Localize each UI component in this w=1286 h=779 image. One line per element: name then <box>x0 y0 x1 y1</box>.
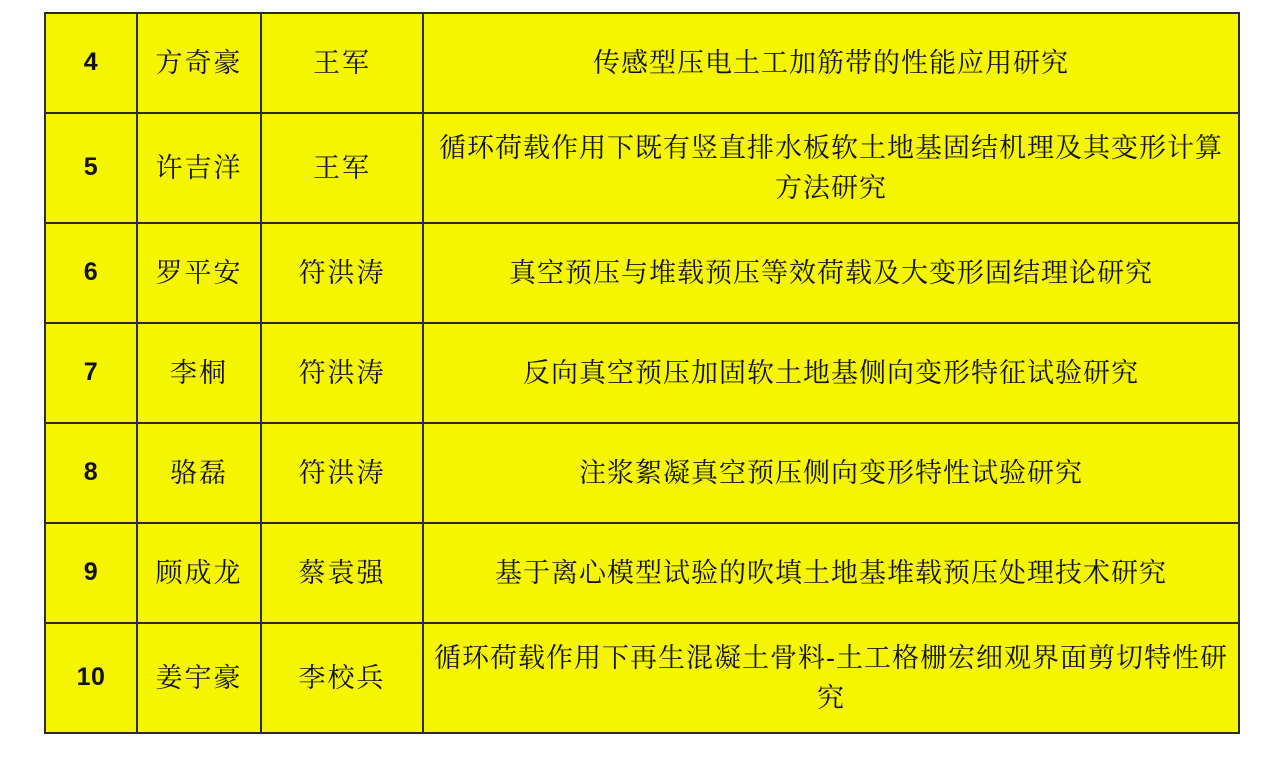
table-row <box>45 523 1239 623</box>
cell-student-name: 姜宇豪 <box>137 623 261 733</box>
cell-advisor-name: 李校兵 <box>261 623 423 733</box>
cell-index: 6 <box>45 223 137 323</box>
thesis-topic-table-container <box>44 12 1238 734</box>
cell-student-name: 李桐 <box>137 323 261 423</box>
table-row <box>45 223 1239 323</box>
cell-index: 4 <box>45 13 137 113</box>
cell-student-name: 骆磊 <box>137 423 261 523</box>
cell-advisor-name: 王军 <box>261 13 423 113</box>
cell-advisor-name: 王军 <box>261 113 423 223</box>
thesis-topic-table <box>44 12 1240 734</box>
table-row <box>45 623 1239 733</box>
cell-thesis-title: 循环荷载作用下既有竖直排水板软土地基固结机理及其变形计算方法研究 <box>423 113 1239 223</box>
cell-advisor-name: 符洪涛 <box>261 223 423 323</box>
cell-index: 9 <box>45 523 137 623</box>
cell-advisor-name: 蔡袁强 <box>261 523 423 623</box>
cell-thesis-title: 循环荷载作用下再生混凝土骨料-土工格栅宏细观界面剪切特性研究 <box>423 623 1239 733</box>
cell-advisor-name: 符洪涛 <box>261 423 423 523</box>
cell-advisor-name: 符洪涛 <box>261 323 423 423</box>
cell-thesis-title: 反向真空预压加固软土地基侧向变形特征试验研究 <box>423 323 1239 423</box>
table-row <box>45 323 1239 423</box>
table-row <box>45 13 1239 113</box>
cell-index: 5 <box>45 113 137 223</box>
cell-student-name: 罗平安 <box>137 223 261 323</box>
cell-index: 8 <box>45 423 137 523</box>
cell-thesis-title: 真空预压与堆载预压等效荷载及大变形固结理论研究 <box>423 223 1239 323</box>
cell-student-name: 方奇豪 <box>137 13 261 113</box>
cell-thesis-title: 传感型压电土工加筋带的性能应用研究 <box>423 13 1239 113</box>
cell-thesis-title: 注浆絮凝真空预压侧向变形特性试验研究 <box>423 423 1239 523</box>
cell-index: 10 <box>45 623 137 733</box>
cell-student-name: 顾成龙 <box>137 523 261 623</box>
table-row <box>45 423 1239 523</box>
cell-thesis-title: 基于离心模型试验的吹填土地基堆载预压处理技术研究 <box>423 523 1239 623</box>
cell-student-name: 许吉洋 <box>137 113 261 223</box>
table-row <box>45 113 1239 223</box>
cell-index: 7 <box>45 323 137 423</box>
